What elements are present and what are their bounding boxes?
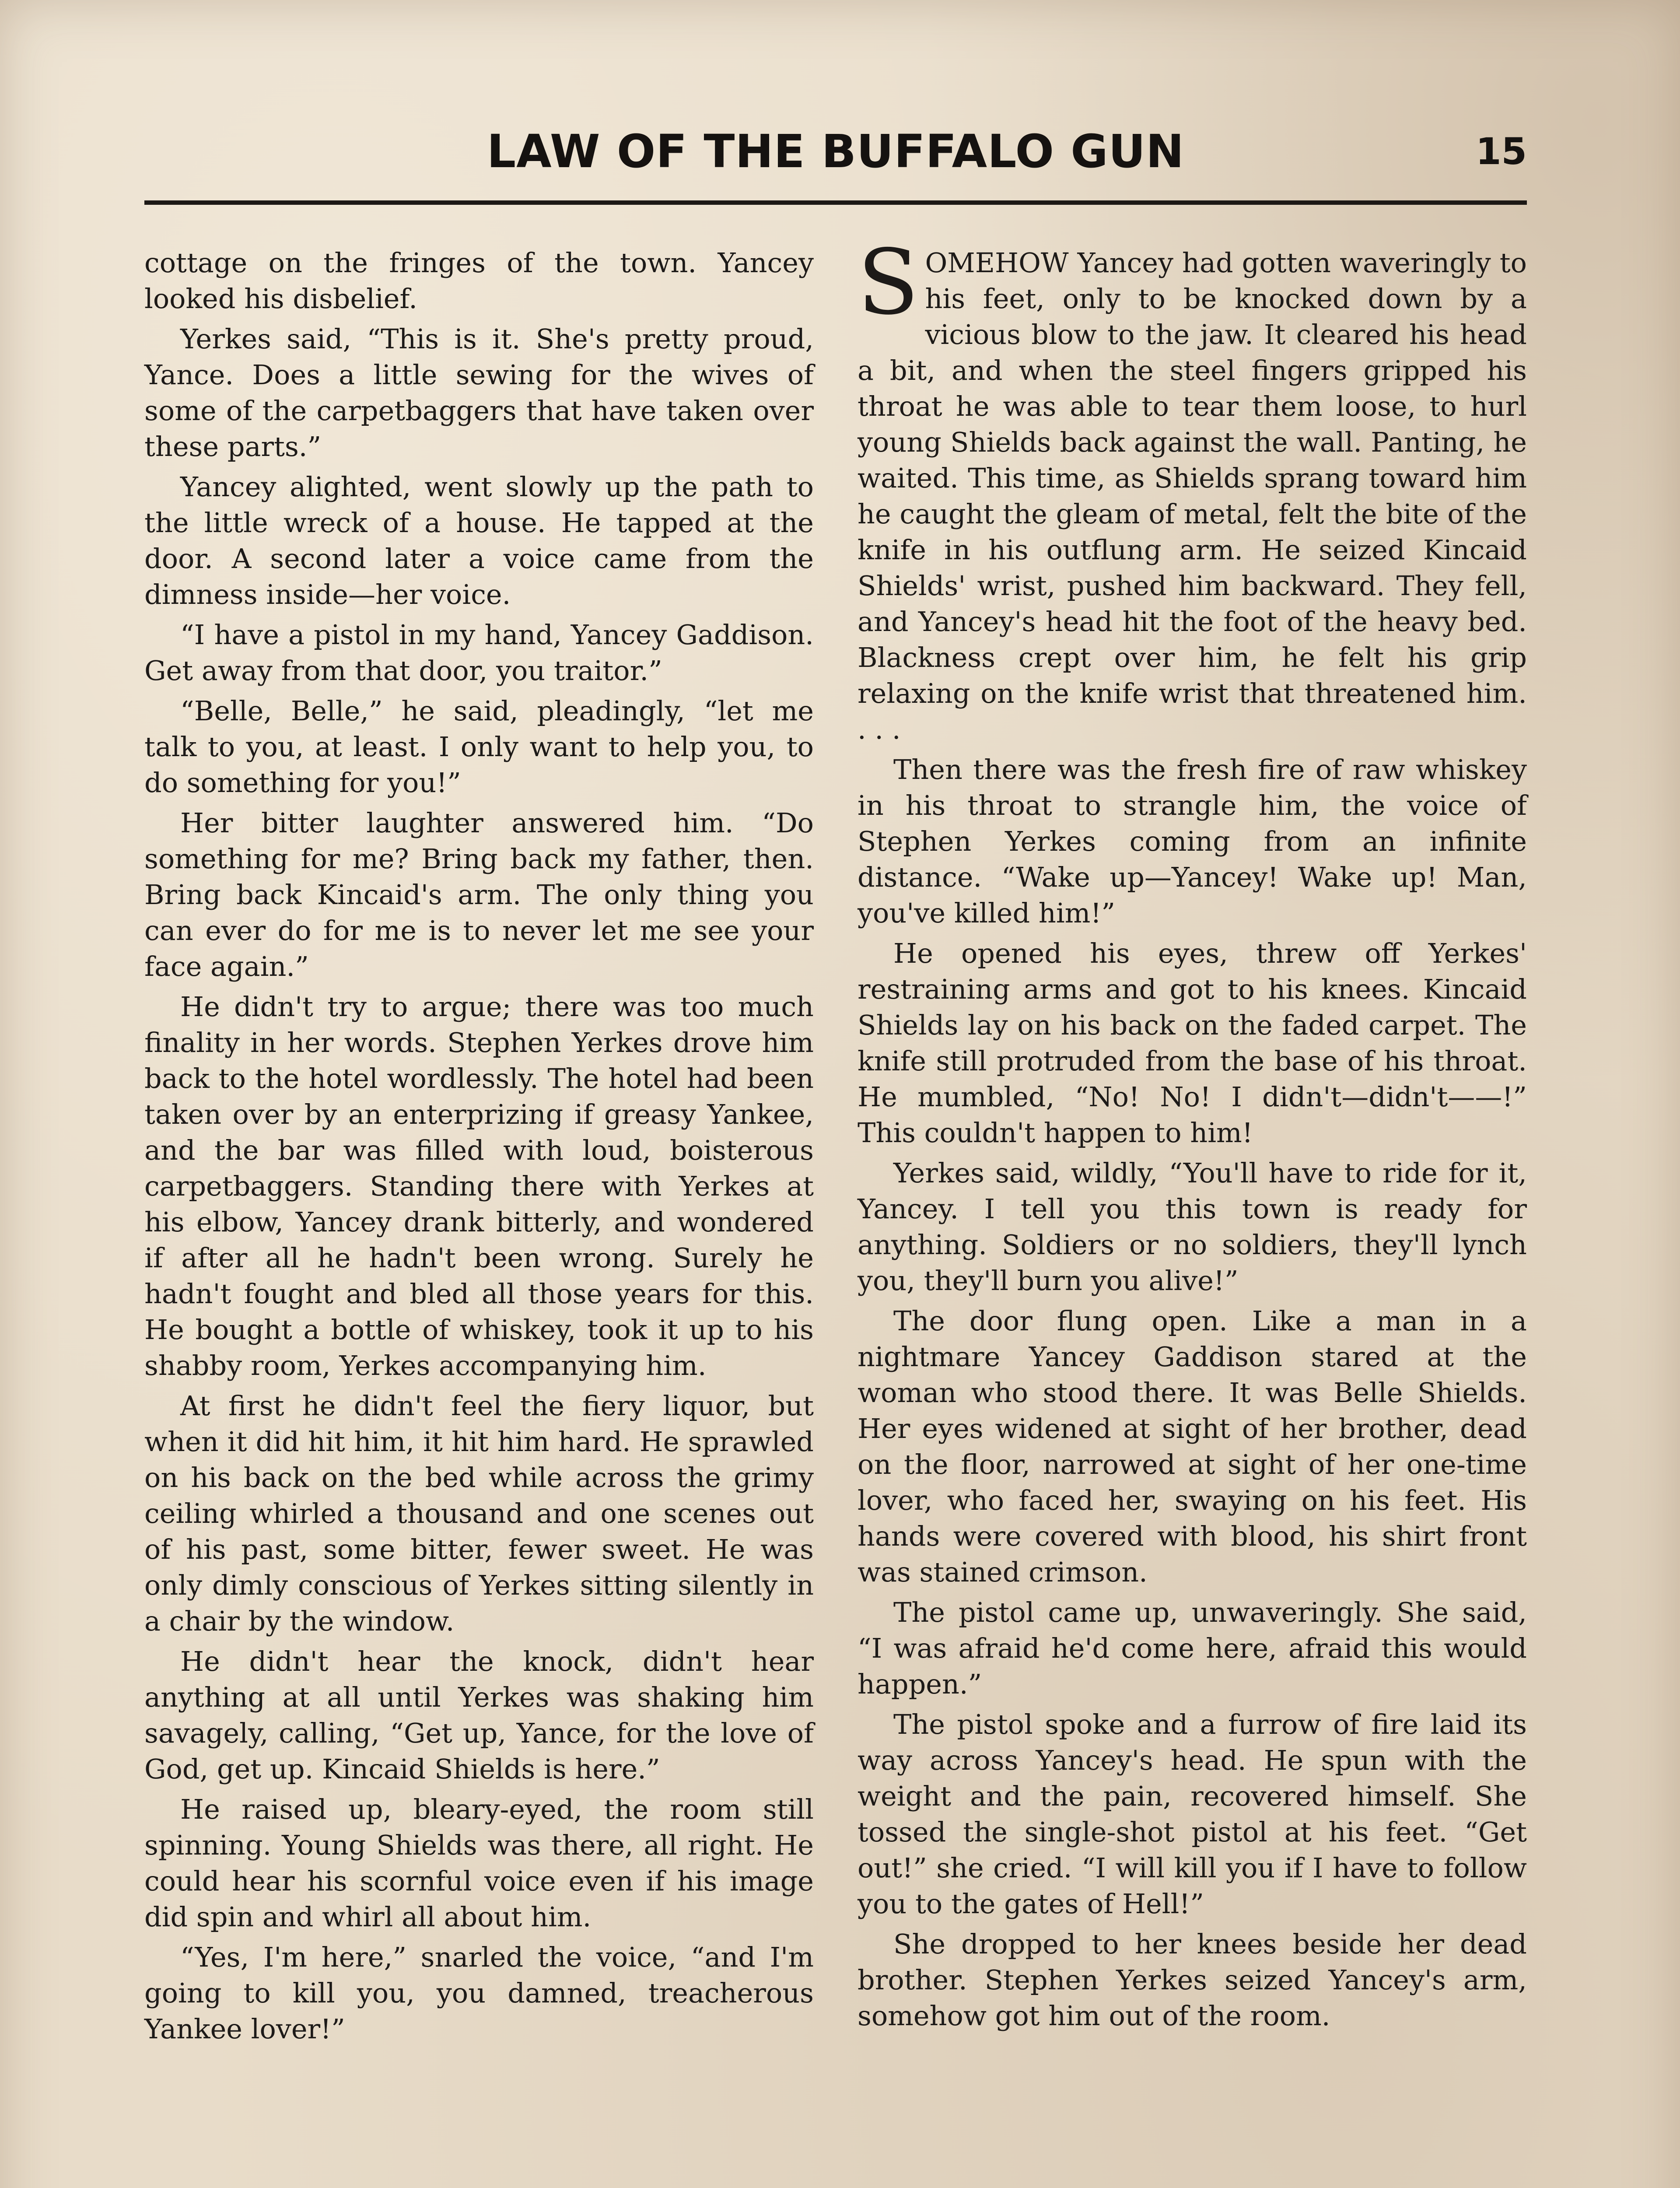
right-column — [858, 231, 1527, 2038]
opening-paragraph — [858, 231, 1527, 747]
header-rule — [144, 200, 1527, 205]
paragraph: He didn't try to argue; there was too much finality in her words. Stephen Yerkes drove him back to the hotel wordlessly. The hotel had been taken over by an enterprizing if greasy Yankee, and the bar was filled with loud, boisterous carpetbaggers. Standing there with Yerkes at his elbow, Yancey drank bitterly, and wondered if after all he hadn't been wrong. Surely he hadn't fought and bled all those years for this. He bought a bottle of whiskey, took it up to his shabby room, Yerkes accompanying him. — [144, 991, 814, 1382]
paragraph: At first he didn't feel the fiery liquor, but when it did hit him, it hit him hard. He sprawled on his back on the bed while across the grimy ceiling whirled a thousand and one scenes out of his past, some bitter, fewer sweet. He was only dimly conscious of Yerkes sitting silently in a chair by the window. — [144, 1390, 814, 1637]
paragraph: cottage on the fringes of the town. Yancey looked his disbelief. — [144, 247, 814, 315]
paragraph: Then there was the fresh fire of raw whiskey in his throat to strangle him, the voice of Stephen Yerkes coming from an infinite distance. “Wake up—Yancey! Wake up! Man, you've killed him!” — [858, 754, 1527, 929]
paragraph-text: OMEHOW Yancey had gotten waveringly to his feet, only to be knocked down by a vicious blow to the jaw. It cleared his head a bit, and when the steel fingers gripped his throat he was able to tear them loose, to hurl young Shields back against the wall. Panting, he waited. This time, as Shields sprang toward him he caught the gleam of metal, felt the bite of the knife in his outflung arm. He seized Kincaid Shields' wrist, pushed him backward. They fell, and Yancey's head hit the foot of the heavy bed. Blackness crept over him, he felt his grip relaxing on the knife wrist that threatened him. . . . — [858, 247, 1527, 745]
paragraph: Her bitter laughter answered him. “Do something for me? Bring back my father, then. Bring back Kincaid's arm. The only thing you can ever do for me is to never let me see your face again.” — [144, 807, 814, 982]
page-number: 15 — [1476, 130, 1527, 173]
paragraph: “Belle, Belle,” he said, pleadingly, “let me talk to you, at least. I only want to help you, to do something for you!” — [144, 695, 814, 799]
left-column — [144, 245, 814, 2051]
running-title: LAW OF THE BUFFALO GUN — [486, 125, 1185, 178]
paragraph: He didn't hear the knock, didn't hear anything at all until Yerkes was shaking him savagely, calling, “Get up, Yance, for the love of God, get up. Kincaid Shields is here.” — [144, 1645, 814, 1785]
paragraph: Yerkes said, wildly, “You'll have to ride for it, Yancey. I tell you this town is ready for anything. Soldiers or no soldiers, they'll lynch you, they'll burn you alive!” — [858, 1157, 1527, 1297]
paragraph: Yerkes said, “This is it. She's pretty proud, Yance. Does a little sewing for the wives of some of the carpetbaggers that have taken over these parts.” — [144, 323, 814, 463]
page-header — [144, 125, 1527, 195]
paragraph: She dropped to her knees beside her dead brother. Stephen Yerkes seized Yancey's arm, somehow got him out of the room. — [858, 1928, 1527, 2032]
drop-cap: S — [858, 231, 919, 335]
paragraph: He raised up, bleary-eyed, the room still spinning. Young Shields was there, all right. He could hear his scornful voice even if his image did spin and whirl all about him. — [144, 1793, 814, 1933]
paragraph: “Yes, I'm here,” snarled the voice, “and I'm going to kill you, you damned, treacherous Yankee lover!” — [144, 1941, 814, 2045]
paragraph: The pistol came up, unwaveringly. She said, “I was afraid he'd come here, afraid this would happen.” — [858, 1596, 1527, 1700]
paragraph: “I have a pistol in my hand, Yancey Gaddison. Get away from that door, you traitor.” — [144, 619, 814, 687]
paragraph: Yancey alighted, went slowly up the path to the little wreck of a house. He tapped at the door. A second later a voice came from the dimness inside—her voice. — [144, 471, 814, 610]
paragraph: The door flung open. Like a man in a nightmare Yancey Gaddison stared at the woman who stood there. It was Belle Shields. Her eyes widened at sight of her brother, dead on the floor, narrowed at sight of her one-time lover, who faced her, swaying on his feet. His hands were covered with blood, his shirt front was stained crimson. — [858, 1305, 1527, 1588]
paragraph: The pistol spoke and a furrow of fire laid its way across Yancey's head. He spun with the weight and the pain, recovered himself. She tossed the single-shot pistol at his feet. “Get out!” she cried. “I will kill you if I have to follow you to the gates of Hell!” — [858, 1708, 1527, 1920]
paragraph: He opened his eyes, threw off Yerkes' restraining arms and got to his knees. Kincaid Shields lay on his back on the faded carpet. The knife still protruded from the base of his throat. He mumbled, “No! No! I didn't—didn't——!” This couldn't happen to him! — [858, 937, 1527, 1149]
